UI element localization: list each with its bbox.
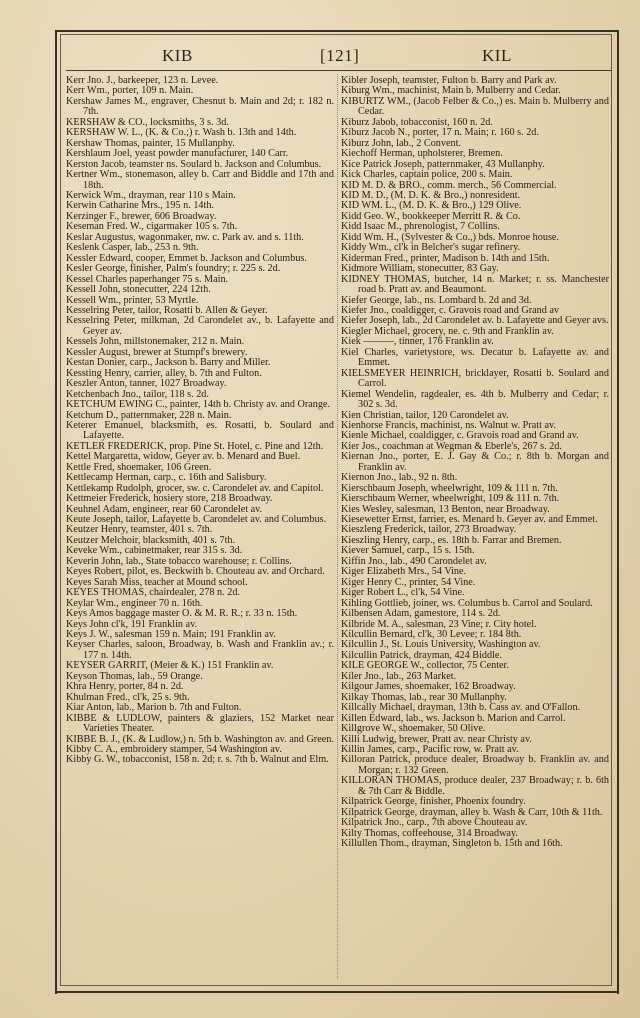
directory-column-left: [66, 76, 334, 766]
directory-entry: Keyes Sarah Miss, teacher at Mound school.: [66, 576, 248, 588]
directory-entry: Keyser Charles, saloon, Broadway, b. Wash and Franklin av.; r. 177 n. 14th.: [66, 639, 334, 661]
directory-entry: KEYSER GARRIT, (Meier & K.) 151 Franklin av.: [66, 660, 274, 672]
directory-entry: KID WM. L., (M. D. K. & Bro.,) 129 Olive.: [341, 200, 522, 212]
directory-entry: KIBURTZ WM., (Jacob Felber & Co.,) es. Main b. Mulberry and Cedar.: [341, 95, 609, 118]
directory-entry: Kilcullin Bernard, cl'k, 30 Levee; r. 184 8th.: [341, 629, 522, 641]
page-number: [121]: [320, 46, 360, 65]
directory-entry: Kidd Geo. W., bookkeeper Merritt R. & Co.: [341, 210, 521, 222]
directory-entry: Keseman Fred. W., cigarmaker 105 s. 7th.: [66, 221, 238, 233]
directory-entry: Kilty Thomas, coffeehouse, 314 Broadway.: [341, 827, 518, 839]
directory-entry: Kies Wesley, salesman, 13 Benton, near Broadway.: [341, 503, 550, 515]
directory-entry: Kien Christian, tailor, 120 Carondelet av.: [341, 409, 509, 421]
directory-entry: Khra Henry, porter, 84 n. 2d.: [66, 681, 184, 693]
directory-entry: Kilkay Thomas, lab., rear 30 Mullanphy.: [341, 691, 507, 703]
directory-entry: Kestan Donier, carp., Jackson b. Barry and Miller.: [66, 357, 271, 369]
directory-entry: Kiburz John, lab., 2 Convent.: [341, 137, 461, 149]
directory-entry: Kidmore William, stonecutter, 83 Gay.: [341, 263, 499, 275]
directory-entry: Keveke Wm., cabinetmaker, rear 315 s. 3d.: [66, 545, 243, 557]
directory-entry: Kiddy Wm., cl'k in Belcher's sugar refinery.: [341, 242, 521, 254]
directory-entry: Keys J. W., salesman 159 n. Main; 191 Franklin av.: [66, 629, 276, 641]
directory-entry: Kilpatrick Jno., carp., 7th above Chouteau av.: [341, 817, 528, 829]
directory-entry: Kilbride M. A., salesman, 23 Vine; r. City hotel.: [341, 618, 537, 630]
directory-entry: Kiel Charles, varietystore, ws. Decatur b. Lafayette av. and Emmet.: [341, 346, 609, 369]
directory-entry: Kierschbaum Werner, wheelwright, 109 & 111 n. 7th.: [341, 493, 560, 505]
directory-entry: KETLER FREDERICK, prop. Pine St. Hotel, c. Pine and 12th.: [66, 440, 324, 452]
directory-entry: Kesselring Peter, tailor, Rosatti b. Allen & Geyer.: [66, 304, 268, 316]
directory-entry: Keylar Wm., engineer 70 n. 16th.: [66, 597, 203, 609]
directory-entry: Keslenk Casper, lab., 253 n. 9th.: [66, 242, 199, 254]
directory-entry: KIBBE & LUDLOW, painters & glaziers, 152 Market near Varieties Theater.: [66, 712, 334, 735]
page-header: [62, 38, 608, 68]
directory-entry: Kihling Gottlieb, joiner, ws. Columbus b. Carrol and Soulard.: [341, 597, 593, 609]
directory-entry: Kesselring Peter, milkman, 2d Carondelet av., b. Lafayette and Geyer av.: [66, 315, 334, 337]
directory-entry: Kierschbaum Joseph, wheelwright, 109 & 111 n. 7th.: [341, 482, 558, 494]
directory-entry: Khulman Fred., cl'k, 25 s. 9th.: [66, 691, 190, 703]
directory-entry: Keute Joseph, tailor, Lafayette b. Carondelet av. and Columbus.: [66, 514, 327, 526]
directory-entry: Keutzer Henry, teamster, 401 s. 7th.: [66, 524, 213, 536]
directory-entry: Kershaw Thomas, painter, 15 Mullanphy.: [66, 137, 235, 149]
directory-entry: Kiek ———, tinner, 176 Franklin av.: [341, 336, 494, 348]
directory-entry: Kettle Fred, shoemaker, 106 Green.: [66, 461, 212, 473]
directory-entry: Kiefer Jno., coaldigger, c. Gravois road and Grand av: [341, 304, 559, 316]
directory-entry: Kice Patrick Joseph, patternmaker, 43 Mullanphy.: [341, 158, 545, 170]
directory-entry: Kershaw James M., engraver, Chesnut b. Main and 2d; r. 182 n. 7th.: [66, 95, 334, 118]
directory-entry: Kiburz Jacob N., porter, 17 n. Main; r. 160 s. 2d.: [341, 127, 539, 139]
directory-entry: Kibby G. W., tobacconist, 158 n. 2d; r. s. 7th b. Walnut and Elm.: [66, 754, 329, 766]
directory-entry: Keyson Thomas, lab., 59 Orange.: [66, 670, 203, 682]
directory-entry: KERSHAW W. L., (K. & Co.;) r. Wash b. 13th and 14th.: [66, 127, 297, 139]
directory-entry: Kiefer Joseph, lab., 2d Carondelet av. b. Lafayette and Geyer avs.: [341, 315, 609, 327]
directory-entry: Kiegler Michael, grocery, ne. c. 9th and Franklin av.: [341, 325, 554, 337]
directory-entry: KID M. D. & BRO., comm. merch., 56 Commercial.: [341, 179, 557, 191]
directory-entry: Kiar Anton, lab., Marion b. 7th and Fulton.: [66, 702, 242, 714]
directory-entry: Keverin John, lab., State tobacco warehouse; r. Collins.: [66, 555, 292, 567]
directory-entry: Kerzinger F., brewer, 606 Broadway.: [66, 210, 217, 222]
directory-entry: Kienle Michael, coaldigger, c. Gravois road and Grand av.: [341, 430, 579, 442]
directory-entry: KIBBE B. J., (K. & Ludlow,) n. 5th b. Washington av. and Green.: [66, 733, 334, 745]
bottom-rule: [55, 991, 619, 993]
directory-entry: Killin James, carp., Pacific row, w. Pratt av.: [341, 744, 519, 755]
directory-entry: Kerr Wm., porter, 109 n. Main.: [66, 85, 194, 97]
directory-entry: Kiger Henry C., printer, 54 Vine.: [341, 576, 476, 588]
directory-entry: Keutzer Melchoir, blacksmith, 401 s. 7th.: [66, 534, 236, 546]
directory-entry: Ketchenbach Jno., tailor, 118 s. 2d.: [66, 388, 209, 400]
directory-entry: Kerr Jno. J., barkeeper, 123 n. Levee.: [66, 75, 219, 86]
directory-entry: Killoran Patrick, produce dealer, Broadway b. Franklin av. and Morgan; r. 132 Green.: [341, 754, 609, 776]
directory-column-right: [341, 76, 609, 850]
directory-entry: Kessler Edward, cooper, Emmet b. Jackson and Columbus.: [66, 252, 307, 264]
directory-entry: Kidd Isaac M., phrenologist, 7 Collins.: [341, 221, 500, 233]
directory-entry: Kick Charles, captain police, 200 s. Main.: [341, 169, 513, 181]
directory-entry: Kiderman Fred., printer, Madison b. 14th and 15th.: [341, 252, 550, 264]
right-guide-word: KIL: [482, 46, 512, 65]
directory-entry: Kienhorse Francis, machinist, ns. Walnut w. Pratt av.: [341, 419, 556, 431]
directory-entry: Kessell Wm., printer, 53 Myrtle.: [66, 294, 199, 306]
directory-entry: Kessel Charles paperhanger 75 s. Main.: [66, 273, 229, 285]
directory-entry: KIELSMEYER HEINRICH, bricklayer, Rosatti b. Soulard and Carrol.: [341, 367, 609, 390]
directory-entry: Kertner Wm., stonemason, alley b. Carr and Biddle and 17th and 18th.: [66, 169, 334, 191]
directory-entry: Keszler Anton, tanner, 1027 Broadway.: [66, 378, 227, 390]
directory-entry: KIDNEY THOMAS, butcher, 14 n. Market; r. ss. Manchester road b. Pratt av. and Beaumont.: [341, 273, 609, 296]
directory-entry: Kieszling Henry, carp., es. 18th b. Farrar and Bremen.: [341, 534, 562, 546]
directory-entry: Kilpatrick George, drayman, alley b. Wash & Carr, 10th & 11th.: [341, 806, 603, 818]
directory-entry: Kettmeier Frederick, hosiery store, 218 Broadway.: [66, 493, 273, 505]
directory-entry: Killullen Thom., drayman, Singleton b. 15th and 16th.: [341, 838, 563, 850]
directory-entry: Kiger Elizabeth Mrs., 54 Vine.: [341, 566, 467, 578]
directory-entry: Kershlaum Joel, yeast powder manufacturer, 140 Carr.: [66, 148, 289, 160]
directory-entry: Kessler August, brewer at Stumpf's brewery.: [66, 346, 248, 358]
directory-entry: KID M. D., (M. D. K. & Bro.,) nonresident.: [341, 189, 521, 201]
directory-entry: Kessting Henry, carrier, alley, b. 7th and Fulton.: [66, 367, 262, 379]
header-rule: [66, 70, 612, 71]
directory-entry: Kiefer George, lab., ns. Lombard b. 2d and 3d.: [341, 294, 532, 306]
directory-entry: Kilpatrick George, finisher, Phoenix foundry.: [341, 796, 526, 808]
directory-entry: Kesler George, finisher, Palm's foundry; r. 225 s. 2d.: [66, 263, 281, 275]
directory-entry: Kiburg Wm., machinist, Main b. Mulberry and Cedar.: [341, 85, 561, 97]
directory-entry: Kilcullin Patrick, drayman, 424 Biddle.: [341, 649, 502, 661]
directory-entry: Kieszleng Frederick, tailor, 273 Broadway.: [341, 524, 517, 536]
directory-entry: Kerston Jacob, teamster ns. Soulard b. Jackson and Columbus.: [66, 158, 322, 170]
directory-entry: Kiernon Jno., lab., 92 n. 8th.: [341, 472, 458, 484]
directory-entry: Kier Jos., coachman at Wegman & Eberle's, 267 s. 2d.: [341, 440, 562, 452]
directory-entry: Killcally Michael, drayman, 13th b. Cass av. and O'Fallon.: [341, 702, 581, 714]
directory-entry: Kettlecamp Herman, carp., c. 16th and Salisbury.: [66, 472, 267, 484]
directory-entry: Kiemel Wendelin, ragdealer, es. 4th b. Mulberry and Cedar; r. 302 s. 3d.: [341, 388, 609, 411]
directory-entry: Keuhnel Adam, engineer, rear 60 Carondelet av.: [66, 503, 263, 515]
directory-entry: Keterer Emanuel, blacksmith, es. Rosatti, b. Soulard and Lafayette.: [66, 419, 334, 442]
directory-entry: Kiler Jno., lab., 263 Market.: [341, 670, 457, 682]
directory-entry: Keslar Augustus, wagonmaker, nw. c. Park av. and s. 11th.: [66, 231, 304, 243]
directory-entry: Kiffin Jno., lab., 490 Carondelet av.: [341, 555, 487, 567]
directory-entry: Kibler Joseph, teamster, Fulton b. Barry and Park av.: [341, 75, 557, 86]
directory-entry: Kerwin Catharine Mrs., 195 n. 14th.: [66, 200, 214, 212]
directory-entry: Killi Ludwig, brewer, Pratt av. near Christy av.: [341, 733, 532, 745]
directory-entry: Kessell John, stonecutter, 224 12th.: [66, 284, 211, 296]
directory-entry: Kerwick Wm., drayman, rear 110 s Main.: [66, 189, 236, 201]
directory-entry: Killgrove W., shoemaker, 50 Olive.: [341, 723, 486, 735]
directory-entry: KEYES THOMAS, chairdealer, 278 n. 2d.: [66, 587, 240, 599]
directory-entry: Kilbensen Adam, gamestore, 114 s. 2d.: [341, 608, 501, 620]
directory-entry: Ketchum D., patternmaker, 228 n. Main.: [66, 409, 232, 421]
directory-entry: KILE GEORGE W., collector, 75 Center.: [341, 660, 509, 672]
directory-entry: Kiger Robert L., cl'k, 54 Vine.: [341, 587, 465, 599]
directory-entry: Keyes Robert, pilot, es. Beckwith b. Chouteau av. and Orchard.: [66, 566, 325, 578]
directory-entry: Kettlekamp Rudolph, grocer, sw. c. Carondelet av. and Capitol.: [66, 482, 324, 494]
directory-entry: Kilgour James, shoemaker, 162 Broadway.: [341, 681, 516, 693]
directory-entry: KETCHUM EWING C., painter, 14th b. Christy av. and Orange.: [66, 399, 331, 411]
directory-entry: Keys John cl'k, 191 Franklin av.: [66, 618, 198, 630]
directory-entry: Kidd Wm. H., (Sylvester & Co.,) bds. Monroe house.: [341, 231, 559, 243]
directory-entry: Kiechoff Herman, upholsterer, Bremen.: [341, 148, 503, 160]
directory-entry: Kessels John, millstonemaker, 212 n. Main.: [66, 336, 245, 348]
directory-entry: Kilcullin J., St. Louis University, Washington av.: [341, 639, 541, 651]
directory-entry: Kiesewetter Ernst, farrier, es. Menard b. Geyer av. and Emmet.: [341, 514, 598, 526]
directory-entry: KILLORAN THOMAS, produce dealer, 237 Broadway; r. b. 6th & 7th Carr & Biddle.: [341, 775, 609, 797]
directory-entry: Kibby C. A., embroidery stamper, 54 Washington av.: [66, 744, 282, 755]
directory-entry: Kiever Samuel, carp., 15 s. 15th.: [341, 545, 475, 557]
column-divider: [337, 74, 338, 979]
directory-entry: KERSHAW & CO., locksmiths, 3 s. 3d.: [66, 116, 229, 128]
directory-entry: Kiburz Jabob, tobacconist, 160 n. 2d.: [341, 116, 493, 128]
directory-entry: Keys Amos baggage master O. & M. R. R.; r. 33 n. 15th.: [66, 608, 298, 620]
directory-entry: Kettel Margaretta, widow, Geyer av. b. Menard and Buel.: [66, 451, 301, 463]
left-guide-word: KIB: [162, 46, 193, 65]
directory-entry: Kiernan Jno., porter, E. J. Gay & Co.; r. 8th b. Morgan and Franklin av.: [341, 451, 609, 473]
directory-entry: Killen Edward, lab., ws. Jackson b. Marion and Carrol.: [341, 712, 566, 724]
